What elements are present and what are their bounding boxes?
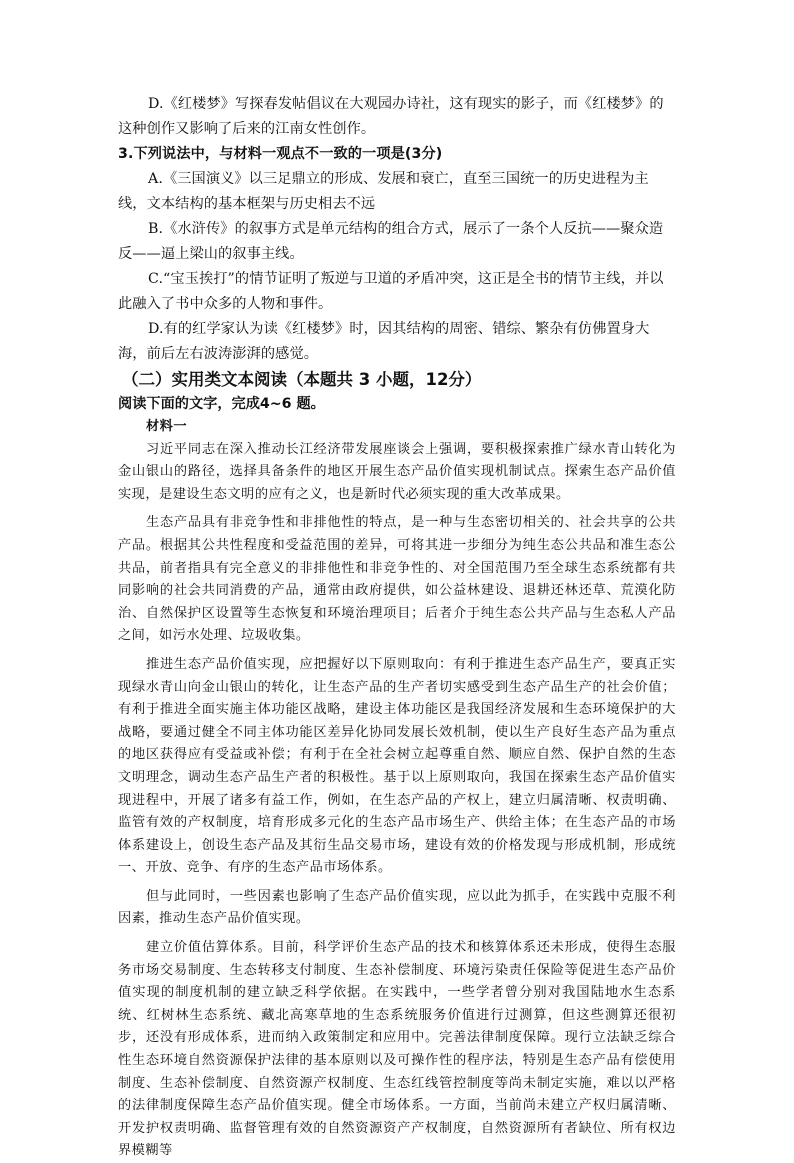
material-1: [118, 416, 676, 1163]
reading-instruction: 阅读下面的文字，完成4~6 题。: [118, 396, 325, 412]
material-1-paragraph: 生态产品具有非竞争性和非排他性的特点，是一种与生态密切相关的、社会共享的公共产品。根据其公共性程度和受益范围的差异，可将其进一步细分为纯生态公共品和准生态公共品，前者指具有完全意义的非排他性和非竞争性的、对全国范围乃至全球生态系统都有共同影响的社会共同消费的产品，通常由政府提供，如公益林建设、退耕还林还草、荒漠化防治、自然保护区设置等生态恢复和环境治理项目；后者介于纯生态公共产品与生态私人产品之间，如污水处理、垃圾收集。: [118, 515, 676, 644]
q3-option-b: B.《水浒传》的叙事方式是单元结构的组合方式，展示了一条个人反抗——聚众造反——逼上梁山的叙事主线。: [118, 221, 664, 262]
material-1-title: 材料一: [146, 419, 188, 434]
material-1-paragraph: 但与此同时，一些因素也影响了生态产品价值实现，应以此为抓手，在实践中克服不利因素，推动生态产品价值实现。: [118, 888, 676, 927]
material-1-paragraph: 建立价值估算体系。目前，科学评价生态产品的技术和核算体系还未形成，使得生态服务市场交易制度、生态转移支付制度、生态补偿制度、环境污染责任保险等促进生态产品价值实现的制度机制的建立缺乏科学依据。在实践中，一些学者曾分别对我国陆地水生态系统、红树林生态系统、藏北高寒草地的生态系统服务价值进行过测算，但这些测算还很初步，还没有形成体系，进而纳入政策制定和应用中。完善法律制度保障。现行立法缺乏综合性生态环境自然资源保护法律的基本原则以及可操作性的程序法，特别是生态产品有偿使用制度、生态补偿制度、自然资源产权制度、生态红线管控制度等尚未制定实施，难以以严格的法律制度保障生态产品价值实现。健全市场体系。一方面，当前尚未建立产权归属清晰、开发护权责明确、监督管理有效的自然资源资产产权制度，自然资源所有者缺位、所有权边界模糊等: [118, 940, 676, 1159]
q3-option-d: D.有的红学家认为读《红楼梦》时，因其结构的周密、错综、繁杂有仿佛置身大海，前后左右波涛澎湃的感觉。: [118, 321, 650, 362]
q3-option-c: C.“宝玉挨打”的情节证明了叛逆与卫道的矛盾冲突，这正是全书的情节主线，并以此融入了书中众多的人物和事件。: [118, 271, 664, 312]
section-2-title: （二）实用类文本阅读（本题共 3 小题，12分）: [122, 370, 482, 389]
q3-stem: 3.下列说法中，与材料一观点不一致的一项是(3分): [118, 146, 443, 162]
q3-option-a: A.《三国演义》以三足鼎立的形成、发展和衰亡，直至三国统一的历史进程为主线，文本结构的基本框架与历史相去不远: [118, 171, 649, 212]
material-1-paragraph: 推进生态产品价值实现，应把握好以下原则取向：有利于推进生态产品生产，要真正实现绿水青山向金山银山的转化，让生态产品的生产者切实感受到生态产品生产的社会价值；有利于推进全面实施主体功能区战略，建设主体功能区是我国经济发展和生态环境保护的大战略，要通过健全不同主体功能区差异化协同发展长效机制，使以生产良好生态产品为重点的地区获得应有受益或补偿；有利于在全社会树立起尊重自然、顺应自然、保护自然的生态文明理念，调动生态产品生产者的积极性。基于以上原则取向，我国在探索生态产品价值实现进程中，开展了诸多有益工作，例如，在生态产品的产权上，建立归属清晰、权责明确、监管有效的产权制度，培育形成多元化的生态产品市场生产、供给主体；在生态产品的市场体系建设上，创设生态产品及其衍生品交易市场，建设有效的价格发现与形成机制，形成统一、开放、竞争、有序的生态产品市场体系。: [118, 656, 676, 876]
question-2-tail: [118, 92, 676, 142]
q2-option-d: D.《红楼梦》写探春发帖倡议在大观园办诗社，这有现实的影子，而《红楼梦》的这种创作又影响了后来的江南女性创作。: [118, 96, 664, 137]
material-1-paragraph: 习近平同志在深入推动长江经济带发展座谈会上强调，要积极探索推广绿水青山转化为金山银山的路径，选择具备条件的地区开展生态产品价值实现机制试点。探索生态产品价值实现，是建设生态文明的应有之义，也是新时代必须实现的重大改革成果。: [118, 441, 676, 502]
question-3: [118, 142, 676, 367]
